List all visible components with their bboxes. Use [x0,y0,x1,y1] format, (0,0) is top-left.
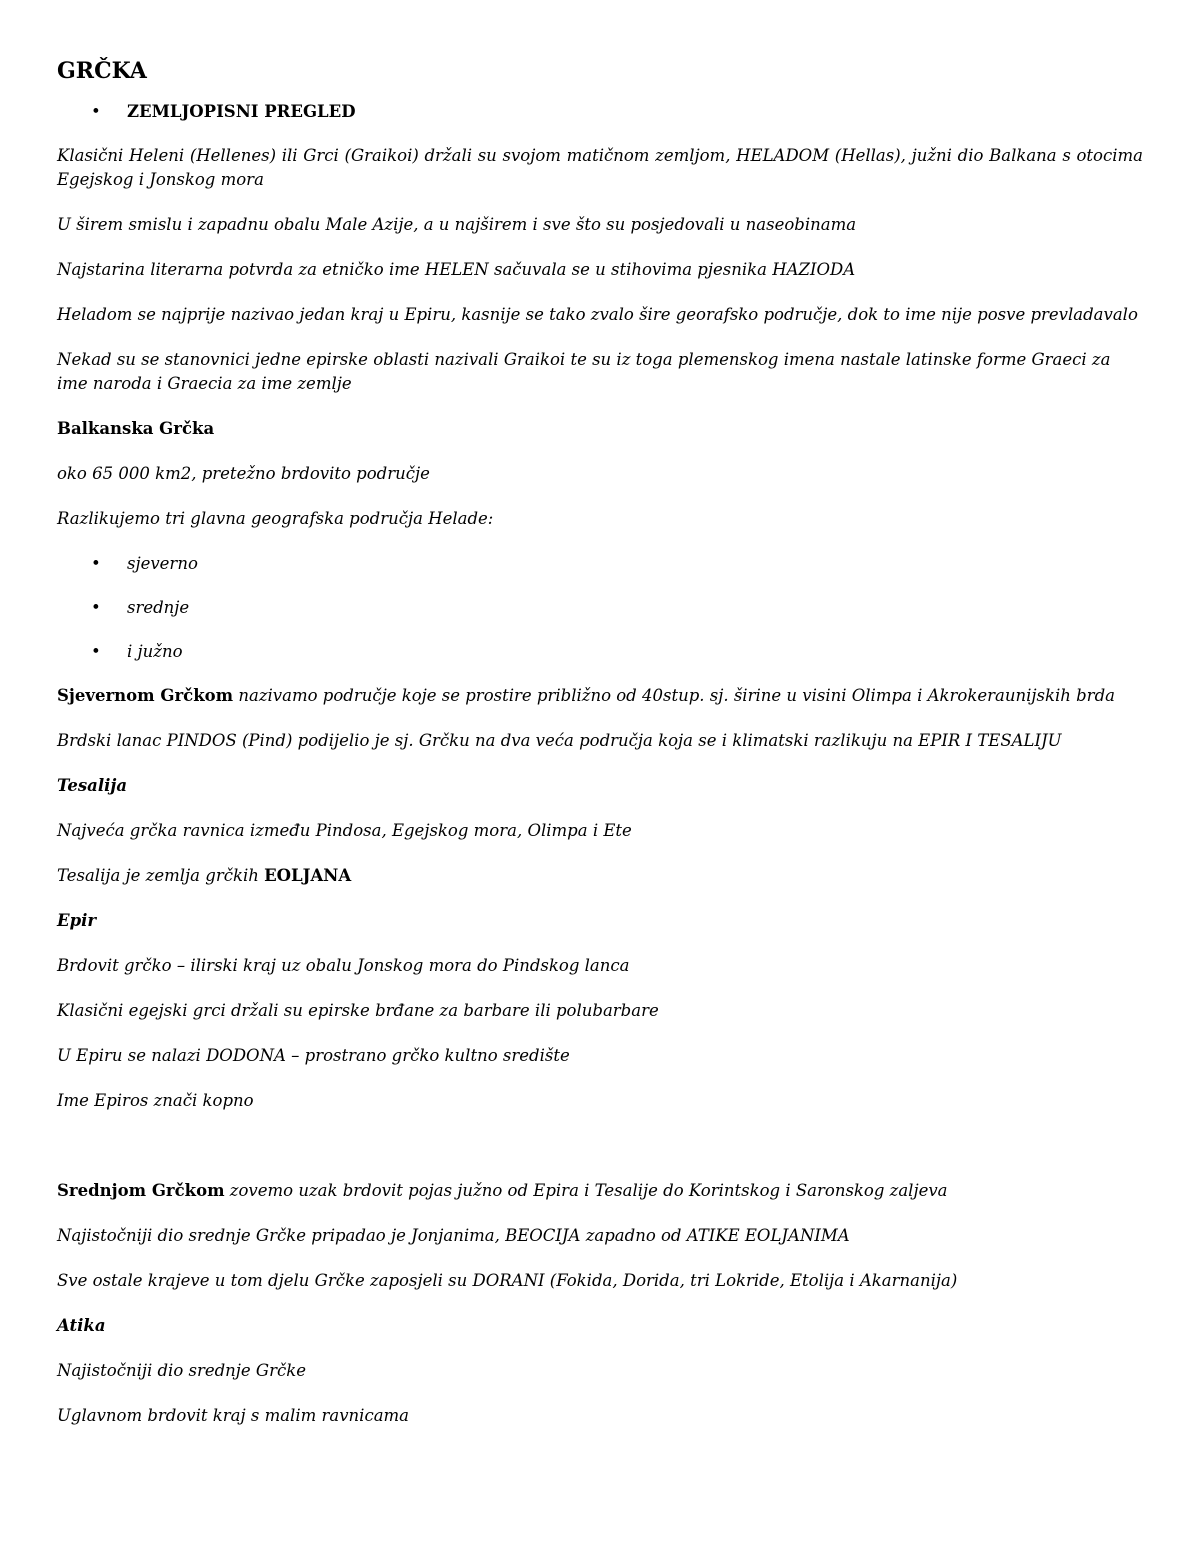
intro-paragraph-3: Najstarina literarna potvrda za etničko ime HELEN sačuvala se u stihovima pjesnika HAZIODA [57,260,856,279]
epir-paragraph-1: Brdovit grčko – ilirski kraj uz obalu Jonskog mora do Pindskog lanca [57,956,630,975]
list-item [57,640,1143,664]
tesalija-p2-start: Tesalija je zemlja grčkih [57,866,265,885]
epir-paragraph-3: U Epiru se nalazi DODONA – prostrano grčko kultno središte [57,1046,570,1065]
balkanska-regions-intro: Razlikujemo tri glavna geografska područja Helade: [57,509,494,528]
blank-line [57,1134,1143,1179]
heading-tesalija: Tesalija [57,776,128,795]
tesalija-paragraph-2 [57,864,1143,888]
balkanska-area: oko 65 000 km2, pretežno brdovito područje [57,464,430,483]
sjeverna-paragraph [57,684,1143,708]
list-item [57,552,1143,576]
list-item [57,596,1143,620]
tesalija-p2-bold: EOLJANA [264,866,352,885]
intro-paragraph-4: Heladom se najprije nazivao jedan kraj u Epiru, kasnije se tako zvalo šire georafsko područje, dok to ime nije posve prevladavalo [57,305,1138,324]
srednja-rest: zovemo uzak brdovit pojas južno od Epira i Tesalije do Korintskog i Saronskog zaljeva [224,1181,948,1200]
intro-paragraph-1: Klasični Heleni (Hellenes) ili Grci (Graikoi) držali su svojom matičnom zemljom, HELADOM (Hellas), južni dio Balkana s otocima Egejskog i Jonskog mora [57,146,1143,189]
bullet-icon: • [91,102,101,121]
intro-paragraph-5: Nekad su se stanovnici jedne epirske oblasti nazivali Graikoi te su iz toga plemenskog imena nastale latinske forme Graeci za ime naroda i Graecia za ime zemlje [57,350,1111,393]
intro-paragraph-2: U širem smislu i zapadnu obalu Male Azije, a u najširem i sve što su posjedovali u naseobinama [57,215,857,234]
document-title: GRČKA [57,58,147,84]
heading-atika: Atika [57,1316,106,1335]
srednja-paragraph-2: Najistočniji dio srednje Grčke pripadao je Jonjanima, BEOCIJA zapadno od ATIKE EOLJANIMA [57,1226,850,1245]
srednja-paragraph-3: Sve ostale krajeve u tom djelu Grčke zaposjeli su DORANI (Fokida, Dorida, tri Lokride, Etolija i Akarnanija) [57,1271,958,1290]
section-heading-zemljopisni: ZEMLJOPISNI PREGLED [127,102,356,121]
atika-paragraph-1: Najistočniji dio srednje Grčke [57,1361,307,1380]
bullet-icon: • [91,598,101,617]
srednja-lead: Srednjom Grčkom [57,1181,225,1200]
sjeverna-rest: nazivamo područje koje se prostire približno od 40stup. sj. širine u visini Olimpa i Akrokeraunijskih brda [233,686,1115,705]
region-srednje: srednje [127,598,190,617]
epir-paragraph-4: Ime Epiros znači kopno [57,1091,254,1110]
region-sjeverno: sjeverno [127,554,198,573]
atika-paragraph-2: Uglavnom brdovit kraj s malim ravnicama [57,1406,410,1425]
bullet-icon: • [91,642,101,661]
heading-balkanska: Balkanska Grčka [57,419,215,438]
sjeverna-lead: Sjevernom Grčkom [57,686,234,705]
heading-epir: Epir [57,911,97,930]
section-bullet [57,100,1143,124]
epir-paragraph-2: Klasični egejski grci držali su epirske brđane za barbare ili polubarbare [57,1001,659,1020]
bullet-icon: • [91,554,101,573]
region-juzno: i južno [127,642,183,661]
tesalija-paragraph-1: Najveća grčka ravnica između Pindosa, Egejskog mora, Olimpa i Ete [57,821,632,840]
pindos-paragraph: Brdski lanac PINDOS (Pind) podijelio je sj. Grčku na dva veća područja koja se i klimatski razlikuju na EPIR I TESALIJU [57,731,1062,750]
srednja-paragraph [57,1179,1143,1203]
